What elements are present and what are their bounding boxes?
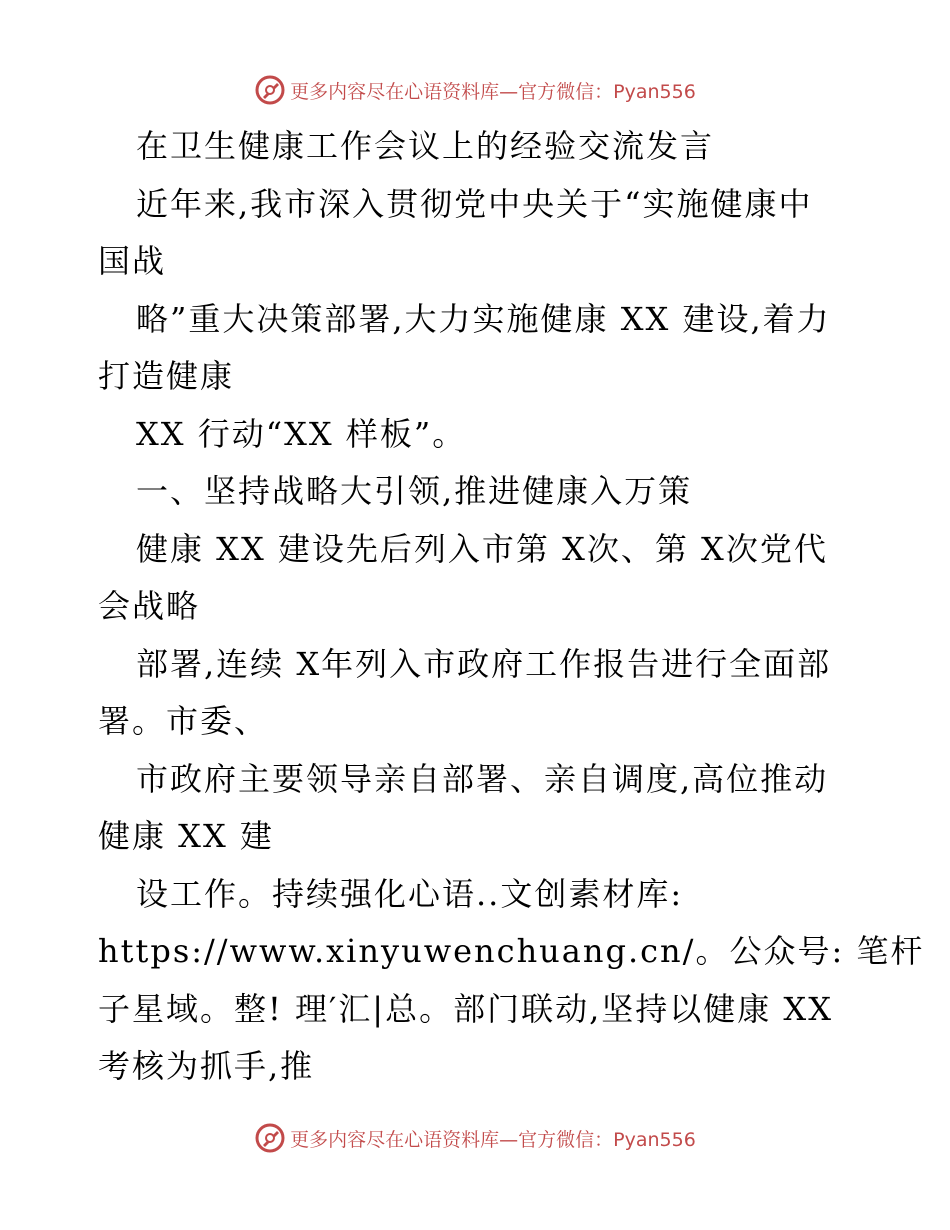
document-line: 设工作。持续强化心语..文创素材库: xyxy=(136,874,684,913)
footer-banner-handle: Pyan556 xyxy=(613,1128,696,1151)
footer-banner-text xyxy=(290,1125,696,1152)
document-body xyxy=(98,118,925,1096)
footer-banner xyxy=(0,1118,950,1158)
document-line: 打造健康 xyxy=(98,357,235,395)
document-line: 略”重大决策部署,大力实施健康 XX 建设,着力 xyxy=(136,299,831,338)
document-line: 国战 xyxy=(98,242,167,280)
document-line: 会战略 xyxy=(98,587,201,625)
document-line: 署。市委、 xyxy=(98,702,269,740)
document-line: 考核为抓手,推 xyxy=(98,1047,315,1085)
document-line: https://www.xinyuwenchuang.cn/。公众号: 笔杆 xyxy=(98,932,925,970)
header-banner xyxy=(0,70,950,110)
document-line: 健康 XX 建 xyxy=(98,817,274,855)
footer-banner-label: 更多内容尽在心语资料库—官方微信： xyxy=(290,1128,614,1151)
document-line: 市政府主要领导亲自部署、亲自调度,高位推动 xyxy=(136,759,829,798)
header-banner-handle: Pyan556 xyxy=(613,80,696,103)
document-line: 部署,连续 X年列入市政府工作报告进行全面部 xyxy=(136,644,832,683)
quill-circle-icon xyxy=(254,74,286,106)
quill-circle-icon xyxy=(254,1122,286,1154)
header-banner-text xyxy=(290,77,696,104)
document-line: 近年来,我市深入贯彻党中央关于“实施健康中 xyxy=(136,184,813,223)
document-line: 一、坚持战略大引领,推进健康入万策 xyxy=(136,472,693,510)
document-line: XX 行动“XX 样板”。 xyxy=(136,414,467,453)
document-line: 在卫生健康工作会议上的经验交流发言 xyxy=(136,127,715,165)
header-banner-label: 更多内容尽在心语资料库—官方微信： xyxy=(290,80,614,103)
document-line: 子星域。整! 理′汇|总。部门联动,坚持以健康 XX xyxy=(98,989,833,1028)
document-line: 健康 XX 建设先后列入市第 X次、第 X次党代 xyxy=(136,529,828,568)
